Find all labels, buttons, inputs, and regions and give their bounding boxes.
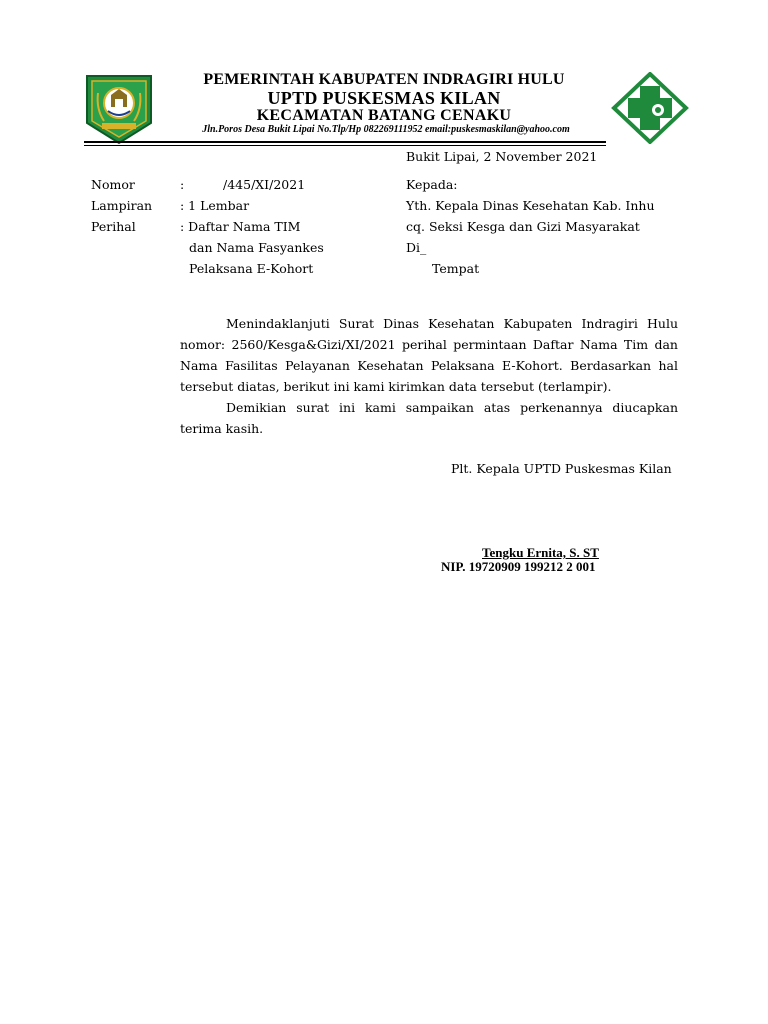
- perihal-label: Perihal: [91, 219, 136, 234]
- header-divider-thin: [84, 145, 606, 146]
- header-address: Jln.Poros Desa Bukit Lipai No.Tlp/Hp 082269111952 email:puskesmaskilan@yahoo.com: [202, 124, 570, 135]
- place-date: Bukit Lipai, 2 November 2021: [406, 149, 598, 164]
- signatory-name: Tengku Ernita, S. ST: [482, 545, 599, 560]
- header-line-1: PEMERINTAH KABUPATEN INDRAGIRI HULU: [203, 71, 565, 88]
- header-divider: [84, 141, 606, 143]
- perihal-line-3: Pelaksana E-Kohort: [189, 261, 314, 276]
- header-line-2: UPTD PUSKESMAS KILAN: [267, 88, 501, 108]
- nomor-label: Nomor: [91, 177, 135, 192]
- lampiran-value: : 1 Lembar: [180, 198, 250, 213]
- regency-crest-icon: [84, 73, 154, 145]
- recipient-line-3: Di_: [406, 240, 427, 255]
- puskesmas-cross-logo-icon: [610, 72, 690, 144]
- perihal-line-2: dan Nama Fasyankes: [189, 240, 324, 255]
- nomor-colon: :: [180, 177, 185, 192]
- perihal-line-1: : Daftar Nama TIM: [180, 219, 301, 234]
- recipient-line-1: Yth. Kepala Dinas Kesehatan Kab. Inhu: [406, 198, 655, 213]
- body-paragraph-1: Menindaklanjuti Surat Dinas Kesehatan Kabupaten Indragiri Hulu nomor: 2560/Kesga&Gizi/XI/2021 perihal permintaan Daftar Nama Tim dan Nama Fasilitas Pelayanan Kesehatan Pelaksana E-Kohort. Berdasarkan hal tersebut diatas, berikut ini kami kirimkan data tersebut (terlampir).: [180, 316, 678, 394]
- recipient-line-4: Tempat: [432, 261, 480, 276]
- header-line-3: KECAMATAN BATANG CENAKU: [256, 107, 512, 124]
- letter-body: [180, 313, 678, 439]
- signatory-nip: NIP. 19720909 199212 2 001: [441, 559, 596, 574]
- nomor-value: /445/XI/2021: [223, 177, 306, 192]
- recipient-kepada: Kepada:: [406, 177, 458, 192]
- signature-title: Plt. Kepala UPTD Puskesmas Kilan: [451, 461, 672, 476]
- body-paragraph-2: Demikian surat ini kami sampaikan atas perkenannya diucapkan terima kasih.: [180, 400, 678, 436]
- lampiran-label: Lampiran: [91, 198, 153, 213]
- recipient-line-2: cq. Seksi Kesga dan Gizi Masyarakat: [406, 219, 640, 234]
